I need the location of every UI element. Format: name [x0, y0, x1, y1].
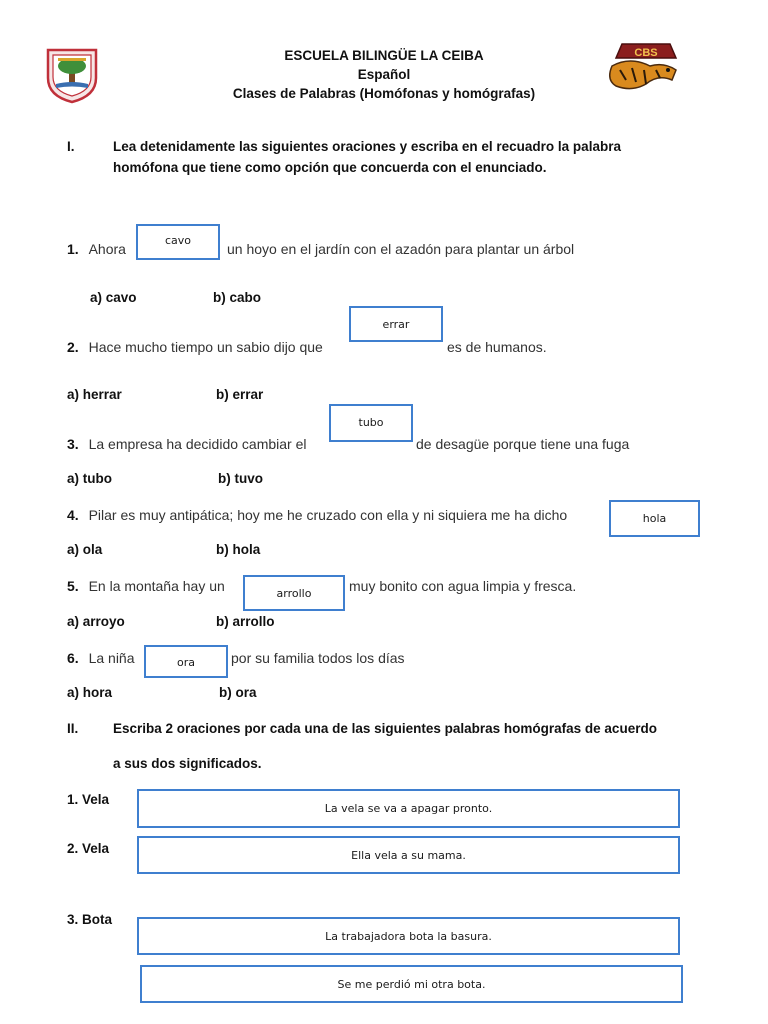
homograph-label-3: 3. Bota — [67, 912, 113, 927]
sentence-box-4[interactable] — [140, 965, 683, 1003]
question-2 — [67, 339, 323, 355]
answer-text: hola — [642, 512, 667, 525]
question-text-after: es de humanos. — [447, 339, 547, 355]
answer-text: arrollo — [276, 587, 312, 600]
answer-box-5[interactable] — [243, 575, 345, 611]
question-number: 1. — [67, 241, 79, 257]
question-text-before: La niña — [88, 650, 135, 666]
question-number: 3. — [67, 436, 79, 452]
question-5 — [67, 578, 225, 594]
answer-box-4[interactable] — [609, 500, 700, 537]
option-b: b) ora — [219, 685, 257, 700]
option-a: a) arroyo — [67, 614, 125, 629]
option-a: a) hora — [67, 685, 113, 700]
question-text-before: La empresa ha decidido cambiar el — [88, 436, 307, 452]
sentence-text: La vela se va a apagar pronto. — [324, 802, 493, 815]
answer-text: errar — [382, 318, 410, 331]
question-6 — [67, 650, 135, 666]
question-number: 6. — [67, 650, 79, 666]
section2-instruction-line1: Escriba 2 oraciones por cada una de las siguientes palabras homógrafas de acuerdo — [113, 721, 657, 736]
answer-box-1[interactable] — [136, 224, 220, 260]
section2-instruction-line2: a sus dos significados. — [113, 756, 262, 771]
question-text-before: En la montaña hay un — [88, 578, 225, 594]
section1-instruction-line2: homófona que tiene como opción que concuerda con el enunciado. — [113, 160, 547, 175]
option-b: b) tuvo — [218, 471, 263, 486]
answer-text: tubo — [358, 416, 384, 429]
question-number: 2. — [67, 339, 79, 355]
option-b: b) arrollo — [216, 614, 275, 629]
question-number: 4. — [67, 507, 79, 523]
cbs-logo-text: CBS — [634, 47, 658, 59]
answer-box-6[interactable] — [144, 645, 228, 678]
sentence-box-3[interactable] — [137, 917, 680, 955]
question-1 — [67, 241, 126, 257]
question-text-after: un hoyo en el jardín con el azadón para plantar un árbol — [227, 241, 575, 257]
option-b: b) cabo — [213, 290, 262, 305]
question-number: 5. — [67, 578, 79, 594]
question-text-after: de desagüe porque tiene una fuga — [416, 436, 630, 452]
homograph-label-2: 2. Vela — [67, 841, 110, 856]
sentence-text: Se me perdió mi otra bota. — [337, 977, 486, 991]
question-4 — [67, 507, 567, 523]
sentence-box-1[interactable] — [137, 789, 680, 828]
option-b: b) hola — [216, 542, 261, 557]
school-name: ESCUELA BILINGÜE LA CEIBA — [284, 48, 484, 63]
question-text-before: Hace mucho tiempo un sabio dijo que — [88, 339, 323, 355]
section2-numeral: II. — [67, 721, 79, 736]
option-a: a) tubo — [67, 471, 112, 486]
sentence-box-2[interactable] — [137, 836, 680, 874]
option-a: a) cavo — [90, 290, 137, 305]
section1-instruction-line1: Lea detenidamente las siguientes oraciones y escriba en el recuadro la palabra — [113, 139, 621, 154]
question-3 — [67, 436, 306, 452]
question-text-before: Pilar es muy antipática; hoy me he cruzado con ella y ni siquiera me ha dicho — [88, 507, 568, 523]
option-a: a) herrar — [67, 387, 122, 402]
answer-text: ora — [177, 656, 195, 669]
question-text-after: muy bonito con agua limpia y fresca. — [349, 578, 577, 594]
section1-numeral: I. — [67, 139, 75, 154]
topic-title: Clases de Palabras (Homófonas y homógrafas) — [232, 86, 536, 101]
answer-text: cavo — [164, 234, 192, 247]
answer-box-2[interactable] — [349, 306, 443, 342]
answer-box-3[interactable] — [329, 404, 413, 442]
subject-title: Español — [357, 67, 411, 82]
homograph-label-1: 1. Vela — [67, 792, 110, 807]
option-b: b) errar — [216, 387, 264, 402]
sentence-text: La trabajadora bota la basura. — [325, 929, 492, 943]
option-a: a) ola — [67, 542, 103, 557]
question-text-after: por su familia todos los días — [231, 650, 405, 666]
question-text-before: Ahora — [88, 241, 126, 257]
sentence-text: Ella vela a su mama. — [351, 848, 466, 862]
